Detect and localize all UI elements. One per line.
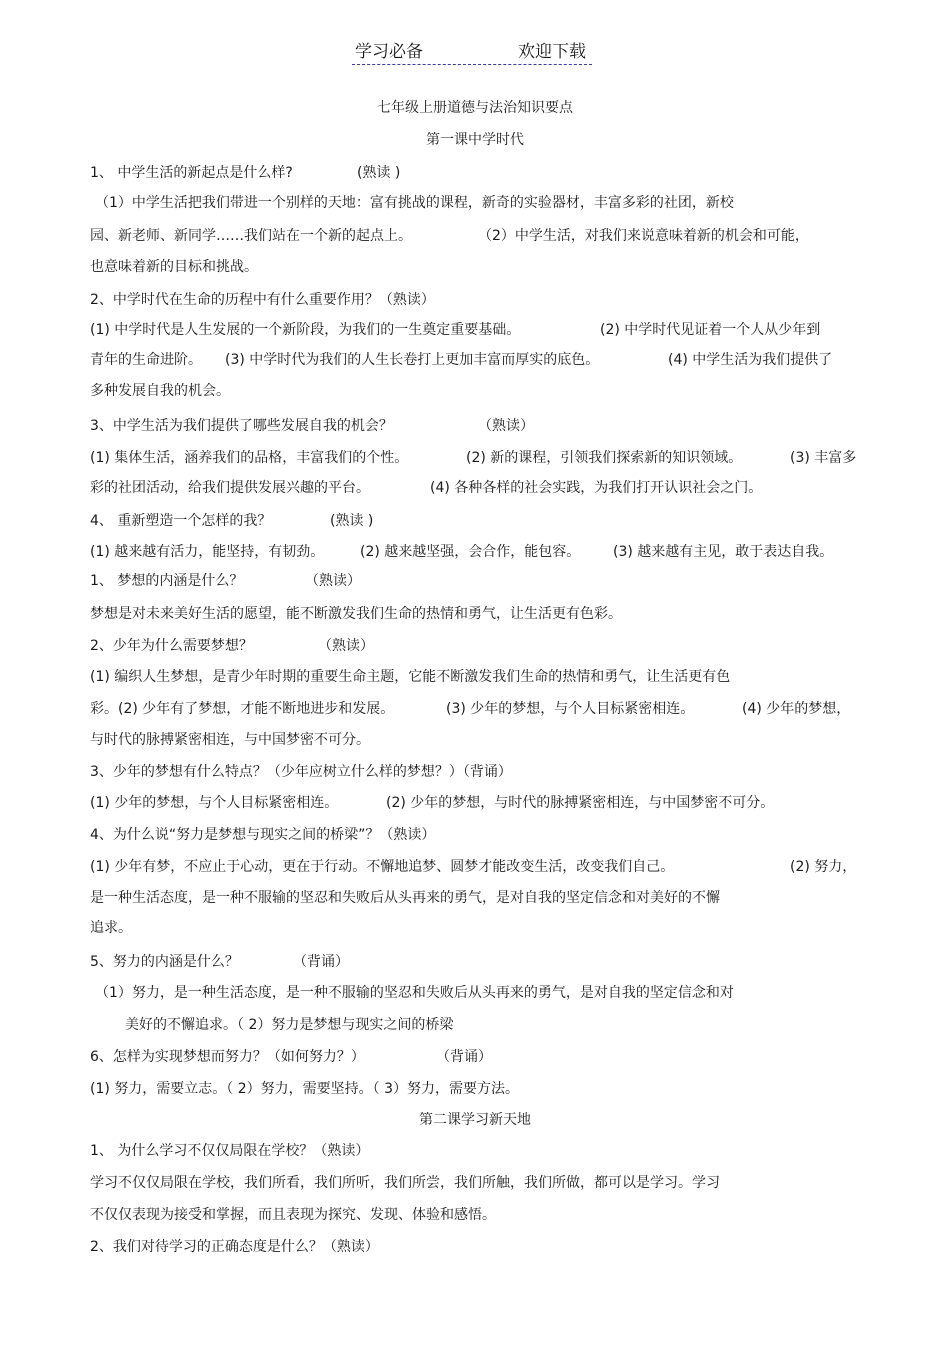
text-line-segment: (2) 新的课程，引领我们探索新的知识领域。 bbox=[466, 450, 743, 466]
text-line: 3、少年的梦想有什么特点？（少年应树立什么样的梦想？）（背诵） bbox=[90, 764, 512, 780]
text-line-segment: (3) 少年的梦想，与个人目标紧密相连。 bbox=[446, 701, 695, 717]
header-right: 欢迎下载 bbox=[518, 42, 586, 62]
text-line-segment: (3) 越来越有主见，敢于表达自我。 bbox=[613, 544, 834, 560]
text-line: 2、我们对待学习的正确态度是什么？（熟读） bbox=[90, 1239, 379, 1255]
text-line: (1) 少年有梦，不应止于心动，更在于行动。不懈地追梦、圆梦才能改变生活，改变我们自己。 bbox=[90, 859, 675, 875]
header-divider bbox=[352, 64, 592, 65]
text-line: （1）中学生活把我们带进一个别样的天地：富有挑战的课程，新奇的实验器材，丰富多彩的社团，新校 bbox=[95, 195, 734, 211]
text-line-segment: (4) 中学生活为我们提供了 bbox=[668, 352, 833, 368]
text-line: 追求。 bbox=[90, 920, 132, 936]
text-line: (1) 编织人生梦想，是青少年时期的重要生命主题，它能不断激发我们生命的热情和勇气，让生活更有色 bbox=[90, 669, 731, 685]
text-line: 是一种生活态度，是一种不服输的坚忍和失败后从头再来的勇气，是对自我的坚定信念和对美好的不懈 bbox=[90, 890, 720, 906]
text-line-segment: (3) 丰富多 bbox=[790, 450, 857, 466]
text-line: (1) 越来越有活力，能坚持，有韧劲。 bbox=[90, 544, 325, 560]
text-line: 青年的生命进阶。 bbox=[90, 352, 202, 368]
text-line: 5、努力的内涵是什么？ bbox=[90, 954, 239, 970]
text-line: (1) 中学时代是人生发展的一个新阶段，为我们的一生奠定重要基础。 bbox=[90, 322, 521, 338]
text-line-segment: （2）中学生活，对我们来说意味着新的机会和可能， bbox=[478, 228, 809, 244]
text-line-segment: （背诵） bbox=[293, 954, 349, 970]
text-line-segment: (2) 中学时代见证着一个人从少年到 bbox=[600, 322, 821, 338]
text-line-segment: （熟读） bbox=[318, 638, 374, 654]
text-line-segment: (4) 少年的梦想， bbox=[742, 701, 851, 717]
text-line-segment: (熟读 ) bbox=[357, 165, 401, 181]
text-line: 梦想是对未来美好生活的愿望，能不断激发我们生命的热情和勇气，让生活更有色彩。 bbox=[90, 606, 622, 622]
document-title: 七年级上册道德与法治知识要点 bbox=[377, 100, 573, 116]
text-line-segment: （熟读） bbox=[478, 418, 534, 434]
text-line: 1、 为什么学习不仅仅局限在学校？（熟读） bbox=[90, 1143, 370, 1159]
text-line: (1) 集体生活，涵养我们的品格，丰富我们的个性。 bbox=[90, 450, 409, 466]
text-line-segment: (2) 少年的梦想，与时代的脉搏紧密相连，与中国梦密不可分。 bbox=[386, 795, 775, 811]
text-line-segment: （背诵） bbox=[436, 1049, 492, 1065]
text-line: 园、新老师、新同学……我们站在一个新的起点上。 bbox=[90, 228, 412, 244]
text-line-segment: (3) 中学时代为我们的人生长卷打上更加丰富而厚实的底色。 bbox=[225, 352, 600, 368]
text-line: 4、 重新塑造一个怎样的我？ bbox=[90, 513, 272, 529]
text-line: 不仅仅表现为接受和掌握，而且表现为探究、发现、体验和感悟。 bbox=[90, 1207, 496, 1223]
text-line-segment: (熟读 ) bbox=[330, 513, 374, 529]
text-line: 与时代的脉搏紧密相连，与中国梦密不可分。 bbox=[90, 732, 370, 748]
text-line: 2、中学时代在生命的历程中有什么重要作用？（熟读） bbox=[90, 292, 435, 308]
text-line: 彩的社团活动，给我们提供发展兴趣的平台。 bbox=[90, 480, 370, 496]
text-line: 美好的不懈追求。（ 2）努力是梦想与现实之间的桥梁 bbox=[125, 1017, 454, 1033]
text-line: 彩。(2) 少年有了梦想，才能不断地进步和发展。 bbox=[90, 701, 395, 717]
text-line: 1、 梦想的内涵是什么？ bbox=[90, 573, 244, 589]
text-line-segment: (2) 努力， bbox=[790, 859, 857, 875]
text-line-segment: (4) 各种各样的社会实践，为我们打开认识社会之门。 bbox=[430, 480, 763, 496]
text-line: (1) 努力，需要立志。（ 2）努力，需要坚持。（ 3）努力，需要方法。 bbox=[90, 1081, 519, 1097]
text-line: 6、怎样为实现梦想而努力？（如何努力？） bbox=[90, 1049, 365, 1065]
text-line-segment: （熟读） bbox=[305, 573, 361, 589]
text-line: 4、为什么说“努力是梦想与现实之间的桥梁”？（熟读） bbox=[90, 827, 436, 843]
text-line: 也意味着新的目标和挑战。 bbox=[90, 259, 258, 275]
text-line-segment: (2) 越来越坚强，会合作，能包容。 bbox=[360, 544, 581, 560]
text-line: （1）努力，是一种生活态度，是一种不服输的坚忍和失败后从头再来的勇气，是对自我的坚定信念和对 bbox=[95, 985, 734, 1001]
text-line: 多种发展自我的机会。 bbox=[90, 383, 230, 399]
header-left: 学习必备 bbox=[355, 42, 423, 62]
lesson-title: 第一课中学时代 bbox=[426, 132, 524, 148]
text-line: (1) 少年的梦想，与个人目标紧密相连。 bbox=[90, 795, 339, 811]
text-line: 学习不仅仅局限在学校，我们所看，我们所听，我们所尝，我们所触，我们所做，都可以是学习。学习 bbox=[90, 1175, 720, 1191]
lesson-title: 第二课学习新天地 bbox=[419, 1112, 531, 1128]
text-line: 1、 中学生活的新起点是什么样? bbox=[90, 165, 293, 181]
text-line: 3、中学生活为我们提供了哪些发展自我的机会？ bbox=[90, 418, 393, 434]
text-line: 2、少年为什么需要梦想？ bbox=[90, 638, 253, 654]
